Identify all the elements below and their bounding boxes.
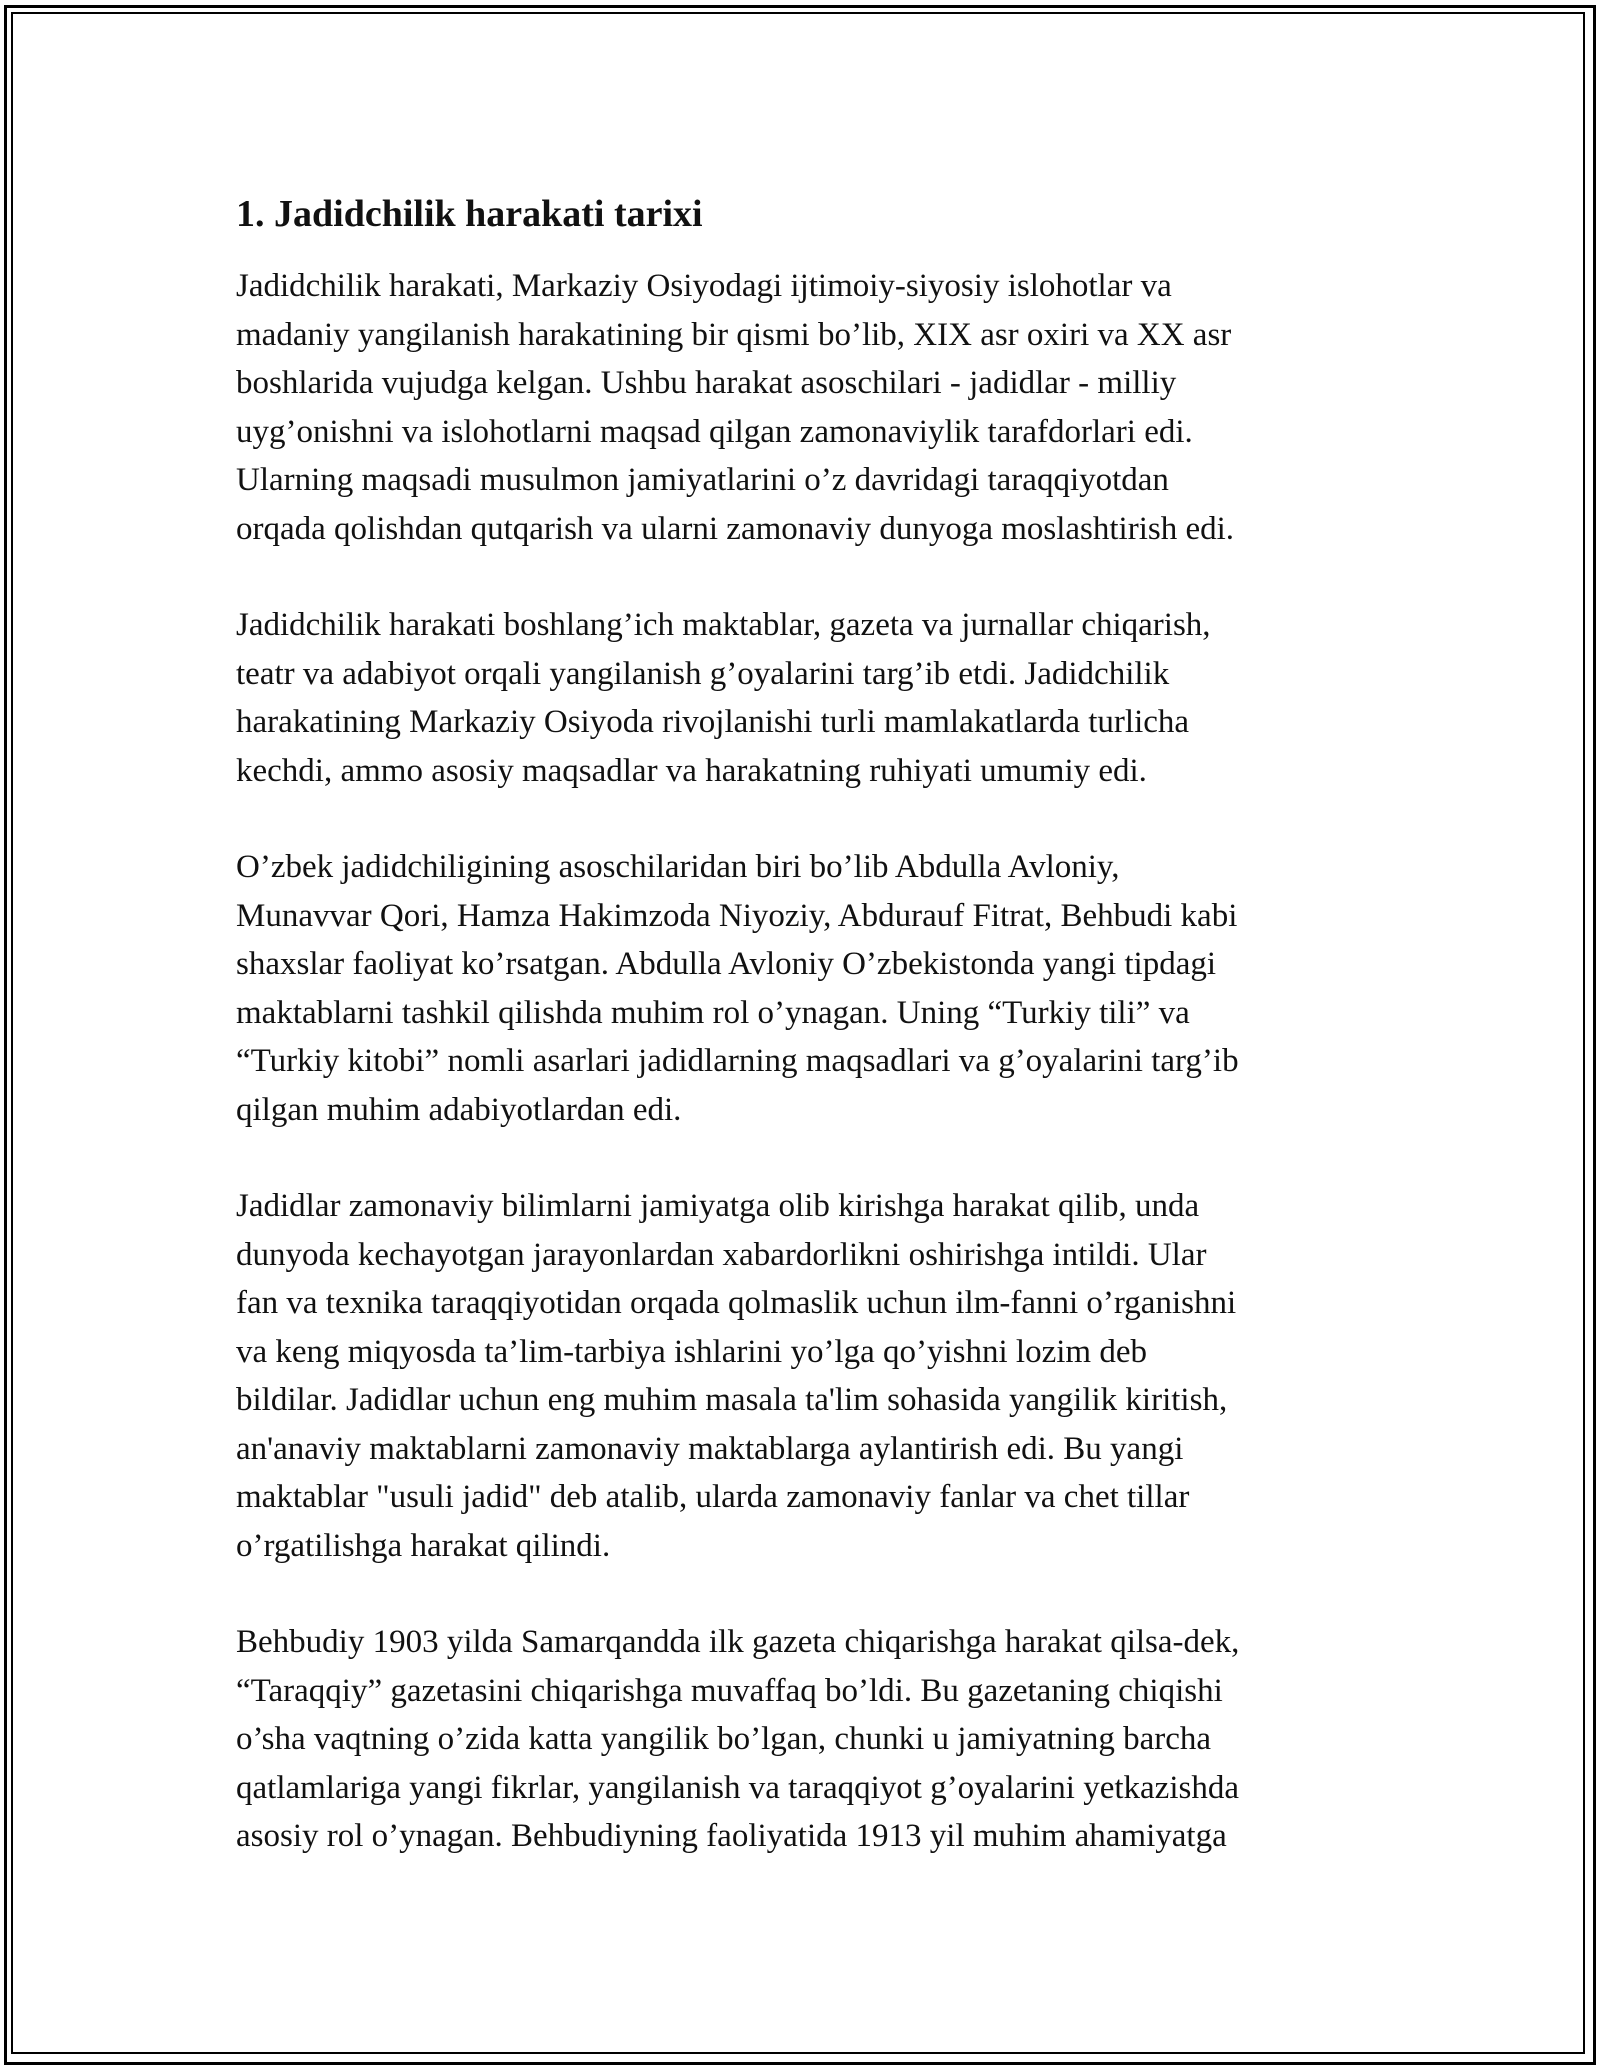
paragraph-line: Ularning maqsadi musulmon jamiyatlarini o’z davridagi taraqqiyotdan xyxy=(236,462,1169,498)
paragraph-4 xyxy=(236,1182,1386,1570)
paragraph-line: shaxslar faoliyat ko’rsatgan. Abdulla Avloniy O’zbekistonda yangi tipdagi xyxy=(236,946,1217,982)
paragraph-line: Jadidchilik harakati boshlang’ich maktablar, gazeta va jurnallar chiqarish, xyxy=(236,607,1211,643)
paragraph-line: Jadidchilik harakati, Markaziy Osiyodagi ijtimoiy-siyosiy islohotlar va xyxy=(236,268,1172,304)
paragraph-line: Jadidlar zamonaviy bilimlarni jamiyatga olib kirishga harakat qilib, unda xyxy=(236,1188,1200,1224)
paragraph-1 xyxy=(236,262,1386,553)
paragraph-3 xyxy=(236,843,1386,1134)
paragraph-line: bildilar. Jadidlar uchun eng muhim masala ta'lim sohasida yangilik kiritish, xyxy=(236,1382,1228,1418)
paragraph-line: maktablar "usuli jadid" deb atalib, ularda zamonaviy fanlar va chet tillar xyxy=(236,1479,1190,1515)
paragraph-line: orqada qolishdan qutqarish va ularni zamonaviy dunyoga moslashtirish edi. xyxy=(236,510,1235,547)
paragraph-line: madaniy yangilanish harakatining bir qismi bo’lib, XIX asr oxiri va XX asr xyxy=(236,316,1232,353)
paragraph-line: Munavvar Qori, Hamza Hakimzoda Niyoziy, Abdurauf Fitrat, Behbudi kabi xyxy=(236,897,1238,934)
paragraph-line: an'anaviy maktablarni zamonaviy maktablarga aylantirish edi. Bu yangi xyxy=(236,1430,1184,1467)
paragraph-line: O’zbek jadidchiligining asoschilaridan biri bo’lib Abdulla Avloniy, xyxy=(236,849,1120,885)
paragraph-line: uyg’onishni va islohotlarni maqsad qilgan zamonaviylik tarafdorlari edi. xyxy=(236,413,1193,450)
paragraph-line: dunyoda kechayotgan jarayonlardan xabardorlikni oshirishga intildi. Ular xyxy=(236,1236,1207,1273)
paragraph-line: “Taraqqiy” gazetasini chiqarishga muvaffaq bo’ldi. Bu gazetaning chiqishi xyxy=(236,1672,1223,1709)
section-heading: 1. Jadidchilik harakati tarixi xyxy=(236,193,703,235)
paragraph-line: asosiy rol o’ynagan. Behbudiyning faoliyatida 1913 yil muhim ahamiyatga xyxy=(236,1818,1227,1854)
paragraph-line: maktablarni tashkil qilishda muhim rol o’ynagan. Uning “Turkiy tili” va xyxy=(236,994,1190,1031)
paragraph-line: kechdi, ammo asosiy maqsadlar va harakatning ruhiyati umumiy edi. xyxy=(236,752,1147,789)
paragraph-2 xyxy=(236,601,1386,795)
paragraph-line: teatr va adabiyot orqali yangilanish g’oyalarini targ’ib etdi. Jadidchilik xyxy=(236,655,1170,692)
paragraph-5 xyxy=(236,1618,1386,1861)
paragraph-line: “Turkiy kitobi” nomli asarlari jadidlarning maqsadlari va g’oyalarini targ’ib xyxy=(236,1043,1239,1079)
paragraph-line: qatlamlariga yangi fikrlar, yangilanish va taraqqiyot g’oyalarini yetkazishda xyxy=(236,1769,1239,1806)
paragraph-line: Behbudiy 1903 yilda Samarqandda ilk gazeta chiqarishga harakat qilsa-dek, xyxy=(236,1624,1240,1660)
paragraph-line: o’rgatilishga harakat qilindi. xyxy=(236,1527,611,1564)
document-body xyxy=(236,186,1386,1909)
paragraph-line: fan va texnika taraqqiyotidan orqada qolmaslik uchun ilm-fanni o’rganishni xyxy=(236,1285,1237,1321)
paragraph-line: boshlarida vujudga kelgan. Ushbu harakat asoschilari - jadidlar - milliy xyxy=(236,365,1177,401)
paragraph-line: harakatining Markaziy Osiyoda rivojlanishi turli mamlakatlarda turlicha xyxy=(236,704,1190,740)
paragraph-line: o’sha vaqtning o’zida katta yangilik bo’lgan, chunki u jamiyatning barcha xyxy=(236,1721,1212,1757)
paragraph-line: va keng miqyosda ta’lim-tarbiya ishlarini yo’lga qo’yishni lozim deb xyxy=(236,1333,1147,1370)
paragraph-line: qilgan muhim adabiyotlardan edi. xyxy=(236,1091,682,1128)
